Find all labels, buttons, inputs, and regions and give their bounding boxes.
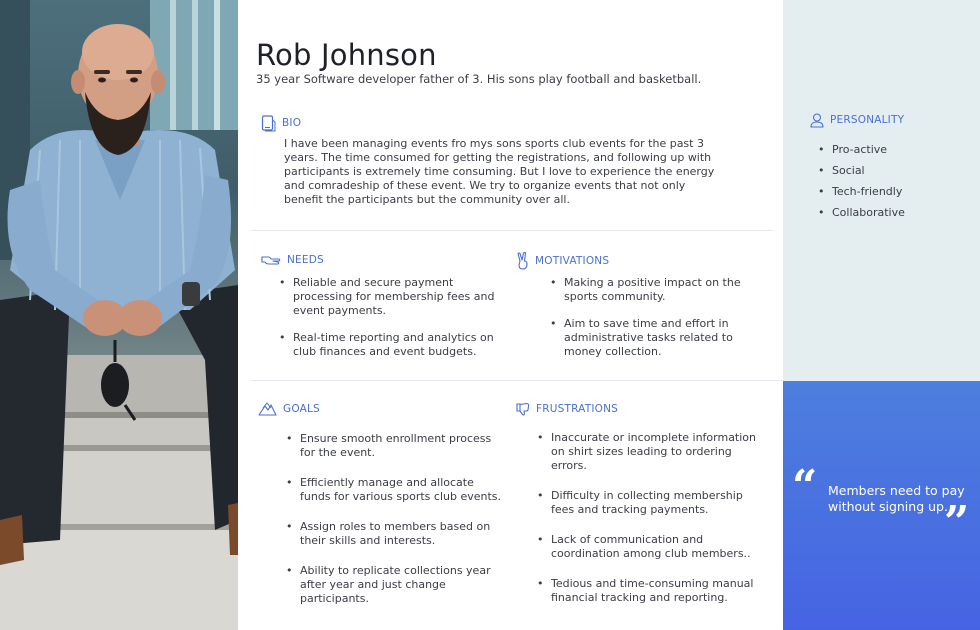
divider (250, 230, 774, 231)
personality-title: PERSONALITY (830, 114, 905, 127)
persona-photo-illustration (0, 0, 238, 630)
quote-card (783, 381, 980, 630)
list-item: • Difficulty in collecting membership fees and tracking payments. (535, 489, 767, 517)
list-item: • Tech-friendly (818, 185, 905, 206)
divider (250, 380, 783, 381)
list-item: • Collaborative (818, 206, 905, 227)
bio-heading (261, 115, 301, 132)
frustrations-heading (516, 402, 618, 416)
motivations-title: MOTIVATIONS (535, 254, 610, 267)
personality-list (818, 143, 905, 227)
bio-title: BIO (282, 117, 302, 130)
list-item: • Making a positive impact on the sports community. (548, 276, 748, 304)
goals-list (284, 432, 506, 606)
mountain-icon (258, 402, 277, 416)
list-item: • Reliable and secure payment processing for membership fees and event payments. (277, 276, 499, 318)
list-item: • Ensure smooth enrollment process for the event. (284, 432, 506, 460)
frustrations-title: FRUSTRATIONS (536, 402, 619, 415)
open-quote-icon: “ (792, 461, 818, 512)
list-item: • Inaccurate or incomplete information on shirt sizes leading to ordering errors. (535, 431, 767, 473)
motivations-list (548, 276, 748, 359)
person-icon (810, 113, 824, 128)
goals-heading (258, 402, 320, 416)
personality-panel (783, 0, 980, 381)
list-item: • Ability to replicate collections year after year and just change participants. (284, 564, 506, 606)
persona-subtitle: 35 year Software developer father of 3. His sons play football and basketball. (256, 72, 702, 86)
close-quote-icon: ” (944, 497, 970, 548)
phone-icon (261, 115, 276, 132)
thumbs-down-icon (516, 402, 530, 416)
victory-hand-icon (516, 252, 529, 270)
list-item: • Pro-active (818, 143, 905, 164)
list-item: • Efficiently manage and allocate funds for various sports club events. (284, 476, 506, 504)
list-item: • Assign roles to members based on their skills and interests. (284, 520, 506, 548)
bio-text: I have been managing events fro mys sons sports club events for the past 3 years. The time consumed for getting the registrations, and following up with participants is extremely time consuming. But I love to experience the energy and comradeship of these event. We try to organize events that not only benefit the participants but the community over all. (284, 137, 715, 206)
goals-title: GOALS (283, 402, 320, 415)
hand-icon (261, 254, 281, 267)
list-item: • Social (818, 164, 905, 185)
personality-heading (810, 113, 904, 128)
needs-title: NEEDS (287, 254, 324, 267)
frustrations-list (535, 431, 767, 605)
persona-name: Rob Johnson (256, 38, 437, 72)
quote-text: Members need to pay without signing up. (828, 483, 965, 514)
needs-list (277, 276, 499, 359)
needs-heading (261, 254, 324, 267)
list-item: • Real-time reporting and analytics on club finances and event budgets. (277, 331, 499, 359)
list-item: • Tedious and time-consuming manual financial tracking and reporting. (535, 577, 767, 605)
persona-photo (0, 0, 238, 630)
motivations-heading (516, 252, 609, 270)
list-item: • Aim to save time and effort in administrative tasks related to money collection. (548, 317, 748, 359)
list-item: • Lack of communication and coordination among club members.. (535, 533, 767, 561)
